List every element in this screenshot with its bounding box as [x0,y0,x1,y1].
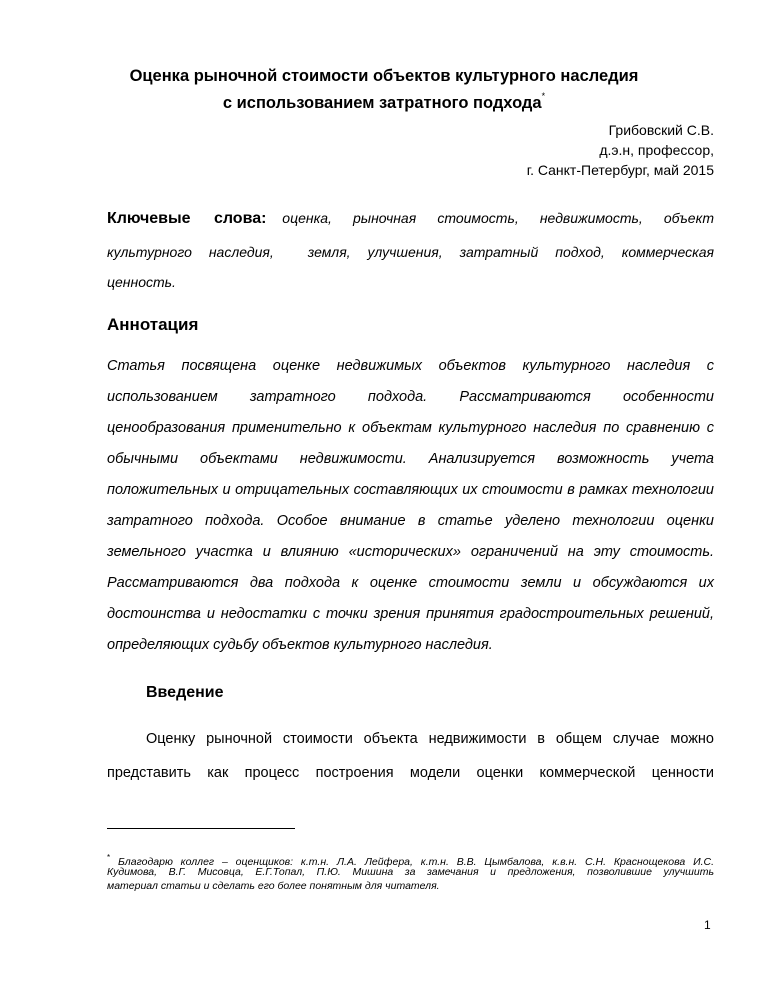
abstract-line [107,573,714,593]
author-name: Грибовский С.В. [608,122,714,138]
abstract-line [107,387,714,407]
paper-title-line-2 [0,86,768,113]
abstract-line-text: затратного подхода. Особое внимание в статье уделено технологии оценки [107,513,714,529]
introduction-line-1 [146,729,714,749]
abstract-line-text: Рассматриваются два подхода к оценке стоимости земли и обсуждаются их [107,575,714,591]
abstract-line [107,542,714,562]
author-degree: д.э.н, профессор, [599,142,714,158]
introduction-heading: Введение [146,684,224,701]
abstract-line [107,604,714,624]
introduction-line-2 [107,763,714,783]
keywords-text-1: оценка, рыночная стоимость, недвижимость, объект [282,210,714,226]
introduction-text-1: Оценку рыночной стоимости объекта недвижимости в общем случае можно [146,731,714,747]
abstract-line-text: обычными объектами недвижимости. Анализируется возможность учета [107,451,714,467]
keywords-line-3: ценность. [107,274,176,290]
abstract-line [107,511,714,531]
footnote-line-3: материал статьи и сделать его более понятным для читателя. [107,880,440,892]
abstract-line-text: достоинства и недостатки с точки зрения принятия градостроительных решений, [107,606,714,622]
keywords-line-2 [107,242,714,262]
abstract-line [107,356,714,376]
abstract-heading: Аннотация [107,315,199,334]
footnote-text-2: Кудимова, В.Г. Мисовца, Е.Г.Топал, П.Ю. Мишина за замечания и предложения, позволившие улучшить [107,866,714,878]
abstract-line-text: ценообразования применительно к объектам культурного наследия по сравнению с [107,420,714,436]
abstract-line [107,480,714,500]
abstract-line [107,635,714,655]
abstract-line-text: земельного участка и влиянию «исторических» ограничений на эту стоимость. [107,544,714,560]
footnote-text-1: Благодарю коллег – оценщиков: к.т.н. Л.А. Лейфера, к.т.н. В.В. Цымбалова, к.в.н. С.Н. Краснощекова И.С. [117,856,714,868]
paper-title-text: с использованием затратного подхода [222,94,542,112]
author-place-date: г. Санкт-Петербург, май 2015 [526,162,714,178]
abstract-line [107,449,714,469]
footnote-line-2 [107,865,714,879]
paper-title-line-1: Оценка рыночной стоимости объектов культурного наследия [129,67,639,85]
footnote-separator [107,828,295,829]
keywords-text-2: культурного наследия, земля, улучшения, затратный подход, коммерческая [107,244,714,260]
keywords-label: Ключевые слова: [107,210,267,227]
abstract-line-text: Статья посвящена оценке недвижимых объектов культурного наследия с [107,358,714,374]
abstract-line-text: положительных и отрицательных составляющих их стоимости в рамках технологии [107,482,714,498]
introduction-text-2: представить как процесс построения модели оценки коммерческой ценности [107,765,714,781]
abstract-line-text: определяющих судьбу объектов культурного наследия. [107,637,493,653]
abstract-line-text: использованием затратного подхода. Рассматриваются особенности [107,389,714,405]
abstract-line [107,418,714,438]
keywords-line-1 [107,208,714,229]
page-number: 1 [704,918,711,932]
title-footnote-mark: * [541,91,546,101]
footnote-mark: * [107,853,111,862]
